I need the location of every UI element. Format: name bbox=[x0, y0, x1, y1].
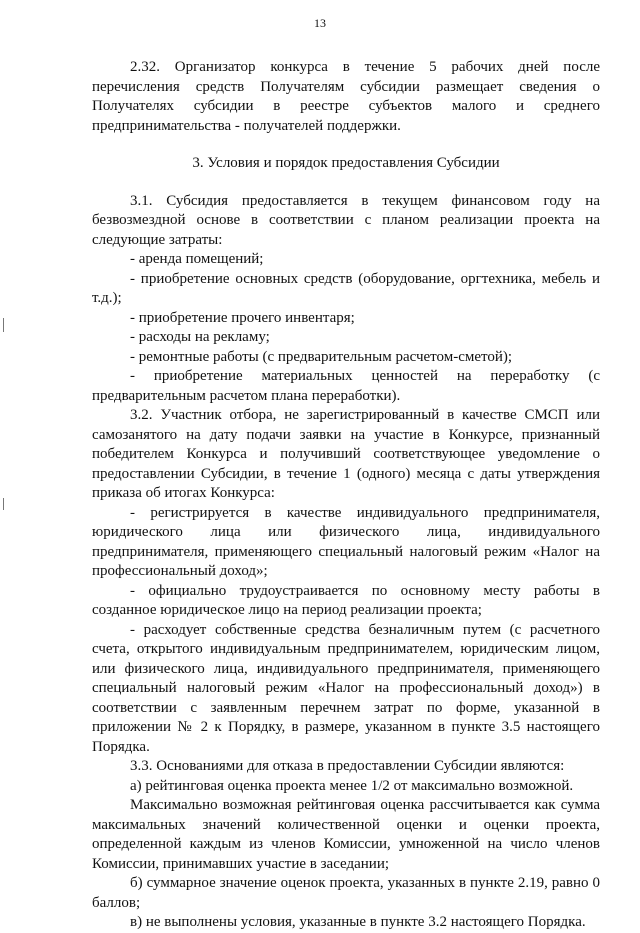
clause-3-1: 3.1. Субсидия предоставляется в текущем финансовом году на безвозмездной основе в соответствии с планом реализации проекта на следующие затраты: bbox=[92, 192, 600, 248]
max-rating-paragraph: Максимально возможная рейтинговая оценка рассчитывается как сумма максимальных значений количественной оценки и оценки проекта, определенной каждым из членов Комиссии, умноженной на число членов Комиссии, принимавших участие в заседании; bbox=[92, 797, 600, 872]
clause-3-3: 3.3. Основаниями для отказа в предоставлении Субсидии являются: bbox=[130, 758, 565, 774]
margin-mark bbox=[3, 498, 4, 510]
list-item: - ремонтные работы (с предварительным расчетом-сметой); bbox=[130, 348, 513, 365]
list-item: - расходы на рекламу; bbox=[130, 329, 270, 345]
list-item: - приобретение материальных ценностей на переработку (с предварительным расчетом плана переработки). bbox=[92, 368, 600, 404]
list-item: - регистрируется в качестве индивидуального предпринимателя, юридического лица или физического лица, индивидуального предпринимателя, применяющего специальный налоговый режим «Налог на профессиональный доход»; bbox=[92, 504, 600, 579]
document-body bbox=[92, 58, 600, 933]
clause-2-32: 2.32. Организатор конкурса в течение 5 рабочих дней после перечисления средств Получателям субсидии размещает сведения о Получателях субсидии в реестре субъектов малого и среднего предпринимательства - получателей поддержки. bbox=[92, 59, 600, 134]
clause-3-2: 3.2. Участник отбора, не зарегистрированный в качестве СМСП или самозанятого на дату подачи заявки на участие в Конкурсе, признанный победителем Конкурса и получивший соответствующее уведомление о предоставлении Субсидии, в течение 1 (одного) месяца с даты утверждения приказа об итогах Конкурса: bbox=[92, 407, 600, 501]
margin-mark bbox=[3, 318, 4, 332]
item-b: б) суммарное значение оценок проекта, указанных в пункте 2.19, равно 0 баллов; bbox=[92, 875, 600, 911]
list-item: - приобретение основных средств (оборудование, оргтехника, мебель и т.д.); bbox=[92, 270, 600, 306]
page-number: 13 bbox=[314, 16, 326, 30]
item-v: в) не выполнены условия, указанные в пункте 3.2 настоящего Порядка. bbox=[130, 914, 586, 930]
section-heading: 3. Условия и порядок предоставления Субсидии bbox=[192, 155, 500, 171]
item-a: а) рейтинговая оценка проекта менее 1/2 от максимально возможной. bbox=[130, 777, 574, 794]
list-item: - приобретение прочего инвентаря; bbox=[130, 309, 355, 326]
list-item: - расходует собственные средства безналичным путем (с расчетного счета, открытого индивидуальным предпринимателем, юридическим лицом, или физического лица, индивидуального предпринимателя, применяющего специальный налоговый режим «Налог на профессиональный доход») в соответствии с заявленным перечнем затрат по форме, указанной в приложении № 2 к Порядку, в размере, указанном в пункте 3.5 настоящего Порядка. bbox=[92, 621, 600, 755]
list-item: - аренда помещений; bbox=[130, 251, 264, 267]
list-item: - официально трудоустраивается по основному месту работы в созданное юридическое лицо на период реализации проекта; bbox=[92, 582, 600, 618]
